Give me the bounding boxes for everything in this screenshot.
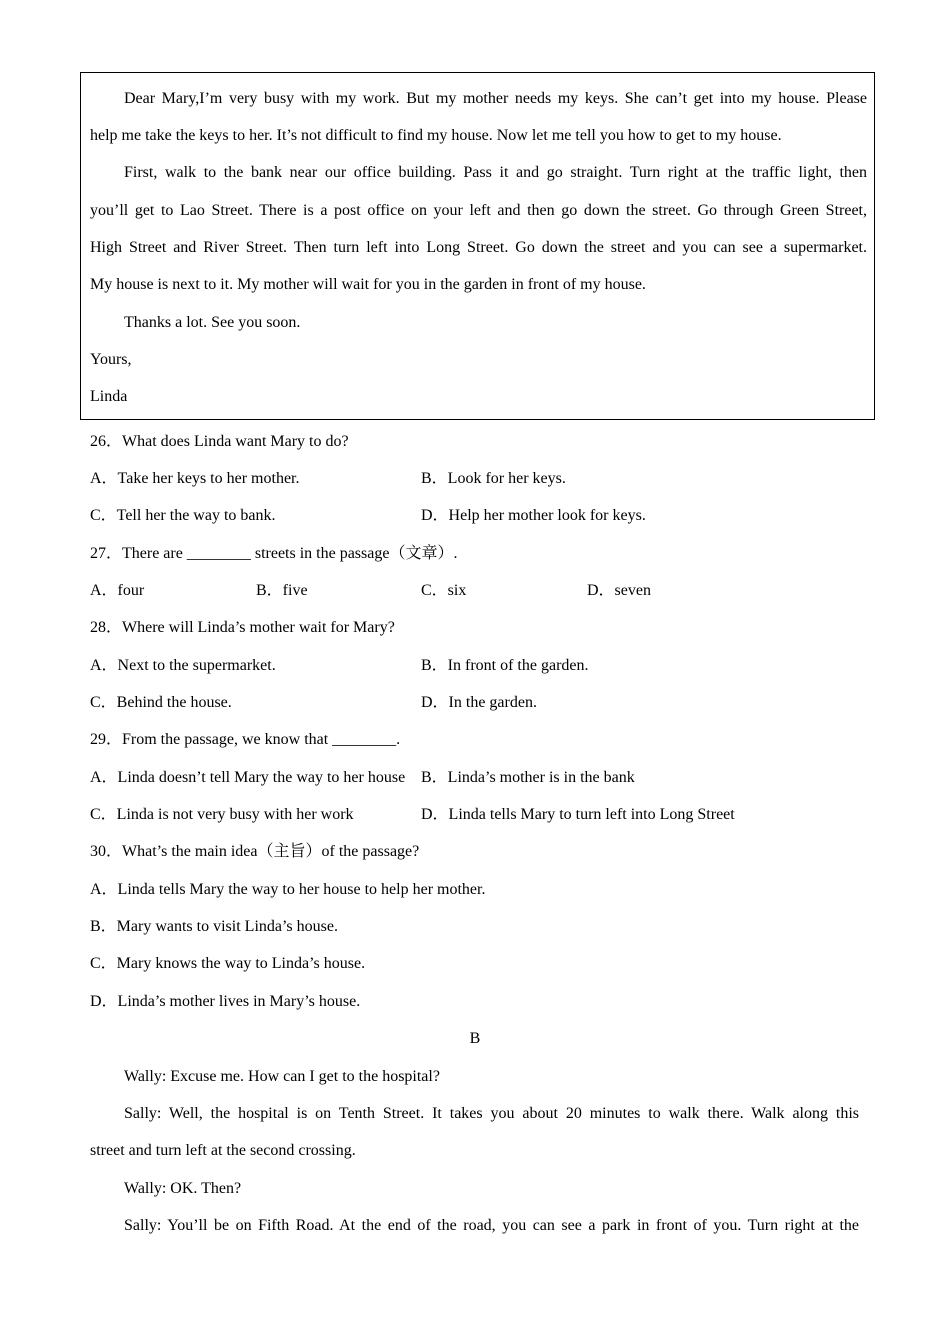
question-26-option-b[interactable]: B．Look for her keys. — [421, 470, 566, 487]
question-29-option-c[interactable]: C．Linda is not very busy with her work — [90, 806, 354, 823]
dialogue-line-4: Sally: You’ll be on Fifth Road. At the end of the road, you can see a park in front of you. Turn right at the — [124, 1217, 859, 1234]
question-29-stem: 29．From the passage, we know that ________. — [90, 731, 401, 748]
dialogue-line-1: Wally: Excuse me. How can I get to the hospital? — [124, 1068, 440, 1085]
letter-signature: Linda — [90, 388, 128, 405]
letter-p2-line2: you’ll get to Lao Street. There is a post office on your left and then go down the street. Go through Green Street, — [90, 202, 867, 219]
letter-p2-line3: High Street and River Street. Then turn left into Long Street. Go down the street and you can see a supermarket. — [90, 239, 867, 256]
question-26-option-d[interactable]: D．Help her mother look for keys. — [421, 507, 646, 524]
question-26-option-a[interactable]: A．Take her keys to her mother. — [90, 470, 300, 487]
question-30-option-d[interactable]: D．Linda’s mother lives in Mary’s house. — [90, 993, 361, 1010]
question-30-option-b[interactable]: B．Mary wants to visit Linda’s house. — [90, 918, 338, 935]
dialogue-line-3: Wally: OK. Then? — [124, 1180, 242, 1197]
letter-p1-line1: Dear Mary,I’m very busy with my work. But my mother needs my keys. She can’t get into my house. Please — [124, 90, 867, 107]
question-26-stem: 26．What does Linda want Mary to do? — [90, 433, 349, 450]
dialogue-line-2-continued: street and turn left at the second crossing. — [90, 1142, 356, 1159]
section-b-heading: B — [469, 1030, 481, 1047]
question-28-option-c[interactable]: C．Behind the house. — [90, 694, 232, 711]
question-30-option-c[interactable]: C．Mary knows the way to Linda’s house. — [90, 955, 366, 972]
question-27-option-d[interactable]: D．seven — [587, 582, 651, 599]
question-29-option-b[interactable]: B．Linda’s mother is in the bank — [421, 769, 635, 786]
letter-p3: Thanks a lot. See you soon. — [124, 314, 301, 331]
question-28-option-a[interactable]: A．Next to the supermarket. — [90, 657, 276, 674]
question-27-option-c[interactable]: C．six — [421, 582, 467, 599]
question-28-option-d[interactable]: D．In the garden. — [421, 694, 537, 711]
question-29-option-d[interactable]: D．Linda tells Mary to turn left into Long Street — [421, 806, 735, 823]
letter-p2-line4: My house is next to it. My mother will wait for you in the garden in front of my house. — [90, 276, 646, 293]
question-30-stem: 30．What’s the main idea（主旨）of the passage? — [90, 843, 420, 860]
question-28-stem: 28．Where will Linda’s mother wait for Mary? — [90, 619, 395, 636]
question-27-stem: 27．There are ________ streets in the passage（文章）. — [90, 545, 458, 562]
question-30-option-a[interactable]: A．Linda tells Mary the way to her house to help her mother. — [90, 881, 486, 898]
question-29-option-a[interactable]: A．Linda doesn’t tell Mary the way to her house — [90, 769, 406, 786]
question-27-option-a[interactable]: A．four — [90, 582, 145, 599]
question-27-option-b[interactable]: B．five — [256, 582, 308, 599]
letter-p1-line2: help me take the keys to her. It’s not difficult to find my house. Now let me tell you how to get to my house. — [90, 127, 782, 144]
letter-closing: Yours, — [90, 351, 132, 368]
question-28-option-b[interactable]: B．In front of the garden. — [421, 657, 589, 674]
question-26-option-c[interactable]: C．Tell her the way to bank. — [90, 507, 276, 524]
dialogue-line-2: Sally: Well, the hospital is on Tenth Street. It takes you about 20 minutes to walk there. Walk along this — [124, 1105, 859, 1122]
letter-p2-line1: First, walk to the bank near our office building. Pass it and go straight. Turn right at the traffic light, then — [124, 164, 867, 181]
